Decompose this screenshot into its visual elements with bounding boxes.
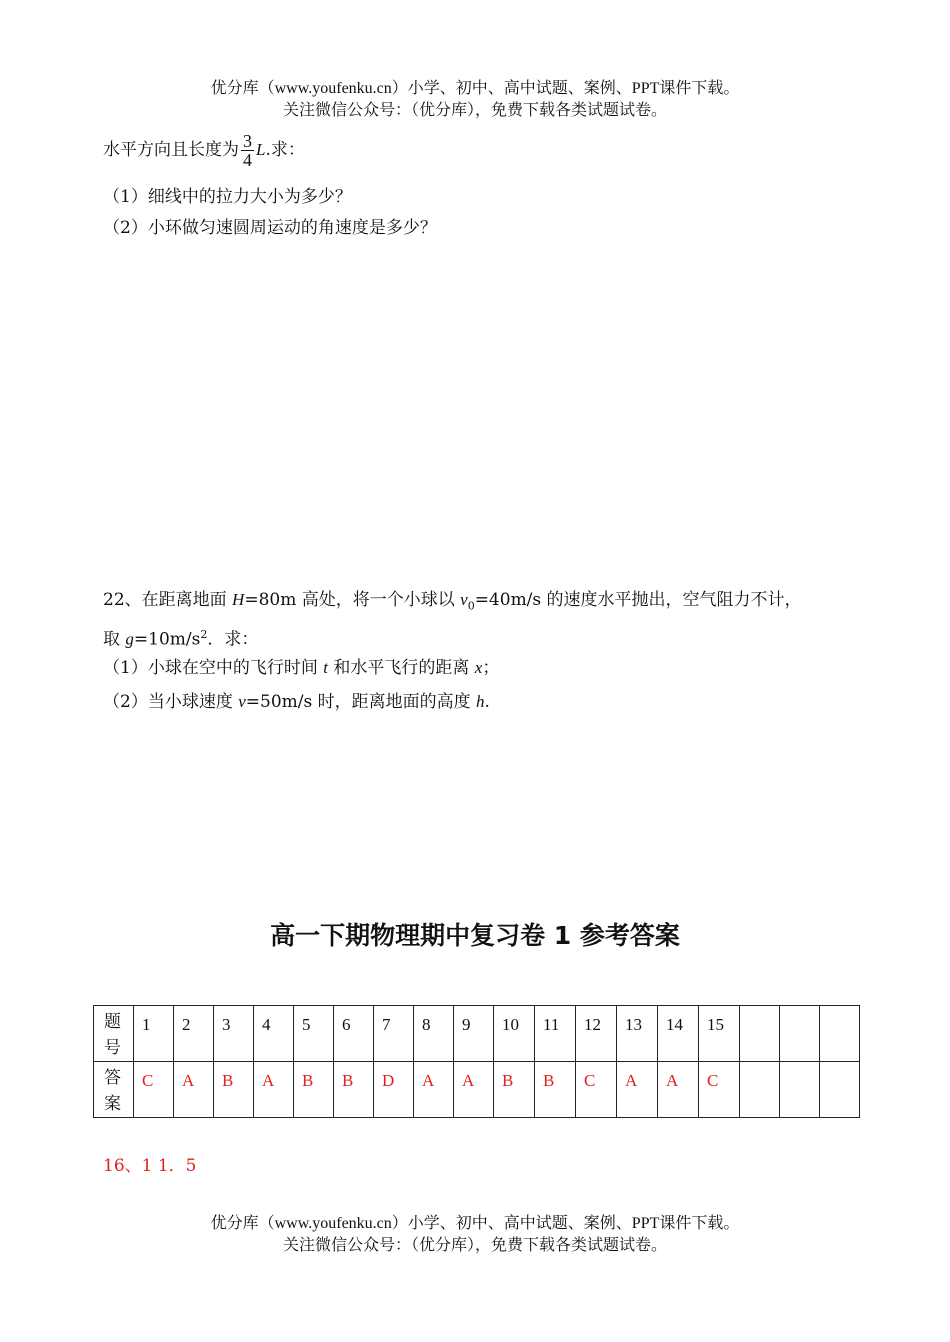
answer-title: 高一下期物理期中复习卷 1 参考答案 (270, 921, 680, 950)
answer-cell: C (134, 1062, 174, 1118)
answer-cell: C (576, 1062, 617, 1118)
footer-url[interactable]: www.youfenku.cn (274, 1215, 392, 1232)
question-number-cell: 6 (334, 1006, 374, 1062)
answer-cell: A (414, 1062, 454, 1118)
question-number-cell: 12 (576, 1006, 617, 1062)
row-head-answer: 答案 (94, 1062, 134, 1118)
q22-line1: 22、在距离地面 H=80m 高处，将一个小球以 $v_0=40m/s$ 的速度水平抛出，空气阻力不计， (103, 590, 802, 613)
answer-cell: D (374, 1062, 414, 1118)
q21-condition: 水平方向且长度为 $\frac{3}{4}$ L.求： (103, 131, 305, 170)
header-line-2: 关注微信公众号：（优分库），免费下载各类试题试卷。 (282, 100, 667, 119)
question-number-cell: 7 (374, 1006, 414, 1062)
question-number-cell: 4 (254, 1006, 294, 1062)
answer-cell (740, 1062, 780, 1118)
question-number-cell: 1 (134, 1006, 174, 1062)
question-number-cell: 10 (494, 1006, 535, 1062)
answer-cell: A (617, 1062, 658, 1118)
answer-cell: B (294, 1062, 334, 1118)
question-number-cell (820, 1006, 860, 1062)
question-number-cell: 11 (535, 1006, 576, 1062)
footer-line-2: 关注微信公众号：（优分库），免费下载各类试题试卷。 (282, 1235, 667, 1254)
header-line-1: 优分库（www.youfenku.cn）小学、初中、高中试题、案例、PPT课件下载。 (210, 78, 740, 97)
question-number-cell: 8 (414, 1006, 454, 1062)
table-row-numbers (94, 1006, 860, 1062)
answer-cell: C (699, 1062, 740, 1118)
answer-16: 16、1 1．5 (103, 1156, 197, 1176)
answer-cell: B (334, 1062, 374, 1118)
answer-cell: B (535, 1062, 576, 1118)
q22-sub2: （2）当小球速度 v=50m/s 时，距离地面的高度 h. (103, 692, 490, 712)
question-number-cell: 2 (174, 1006, 214, 1062)
fraction-three-quarters: $\frac{3}{4}$ (243, 131, 252, 170)
q21-sub1: （1）细线中的拉力大小为多少？ (103, 187, 352, 207)
row-head-number: 题号 (94, 1006, 134, 1062)
footer-line-1: 优分库（www.youfenku.cn）小学、初中、高中试题、案例、PPT课件下载。 (210, 1213, 740, 1232)
question-number-cell (780, 1006, 820, 1062)
question-number-cell: 3 (214, 1006, 254, 1062)
question-number-cell: 13 (617, 1006, 658, 1062)
answer-cell: A (254, 1062, 294, 1118)
question-number-cell: 9 (454, 1006, 494, 1062)
page-footer (0, 1212, 950, 1255)
answer-cell: B (214, 1062, 254, 1118)
header-url[interactable]: www.youfenku.cn (274, 80, 392, 97)
question-number-cell: 15 (699, 1006, 740, 1062)
answer-cell (780, 1062, 820, 1118)
question-number-cell: 5 (294, 1006, 334, 1062)
page-header (0, 77, 950, 120)
q21-sub2: （2）小环做匀速圆周运动的角速度是多少？ (103, 218, 437, 238)
answer-cell: A (454, 1062, 494, 1118)
answer-cell: B (494, 1062, 535, 1118)
q22-sub1: （1）小球在空中的飞行时间 t 和水平飞行的距离 x； (103, 658, 500, 678)
answer-table (93, 1005, 860, 1118)
question-number-cell: 14 (658, 1006, 699, 1062)
answer-cell: A (174, 1062, 214, 1118)
question-number-cell (740, 1006, 780, 1062)
answer-cell: A (658, 1062, 699, 1118)
table-row-answers (94, 1062, 860, 1118)
answer-cell (820, 1062, 860, 1118)
q22-line2: 取 $g=10m/s^2$．求： (103, 628, 259, 650)
